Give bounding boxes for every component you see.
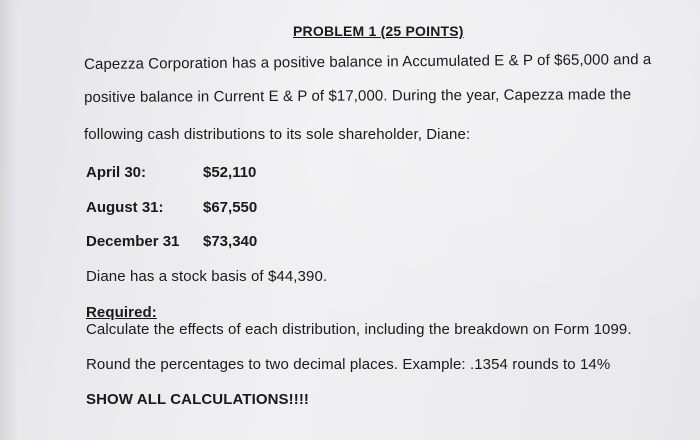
rounding-note: Round the percentages to two decimal places. Example: .1354 rounds to 14% <box>86 356 611 373</box>
show-calculations-note: SHOW ALL CALCULATIONS!!!! <box>86 391 310 408</box>
distribution-date: April 30: <box>86 164 147 181</box>
problem-title: PROBLEM 1 (25 POINTS) <box>293 23 464 39</box>
distribution-date: August 31: <box>86 199 164 216</box>
required-label: Required: <box>86 304 157 321</box>
distribution-amount: $67,550 <box>203 199 258 216</box>
distribution-date: December 31 <box>86 233 180 250</box>
stock-basis-line: Diane has a stock basis of $44,390. <box>86 268 328 285</box>
distribution-amount: $73,340 <box>203 233 258 250</box>
required-text: Calculate the effects of each distribution, including the breakdown on Form 1099. <box>86 321 632 338</box>
intro-line-2: positive balance in Current E & P of $17,000. During the year, Capezza made the <box>84 86 632 106</box>
intro-line-3: following cash distributions to its sole shareholder, Diane: <box>84 126 471 143</box>
distribution-amount: $52,110 <box>203 164 257 181</box>
intro-line-1: Capezza Corporation has a positive balance in Accumulated E & P of $65,000 and a <box>84 51 652 73</box>
